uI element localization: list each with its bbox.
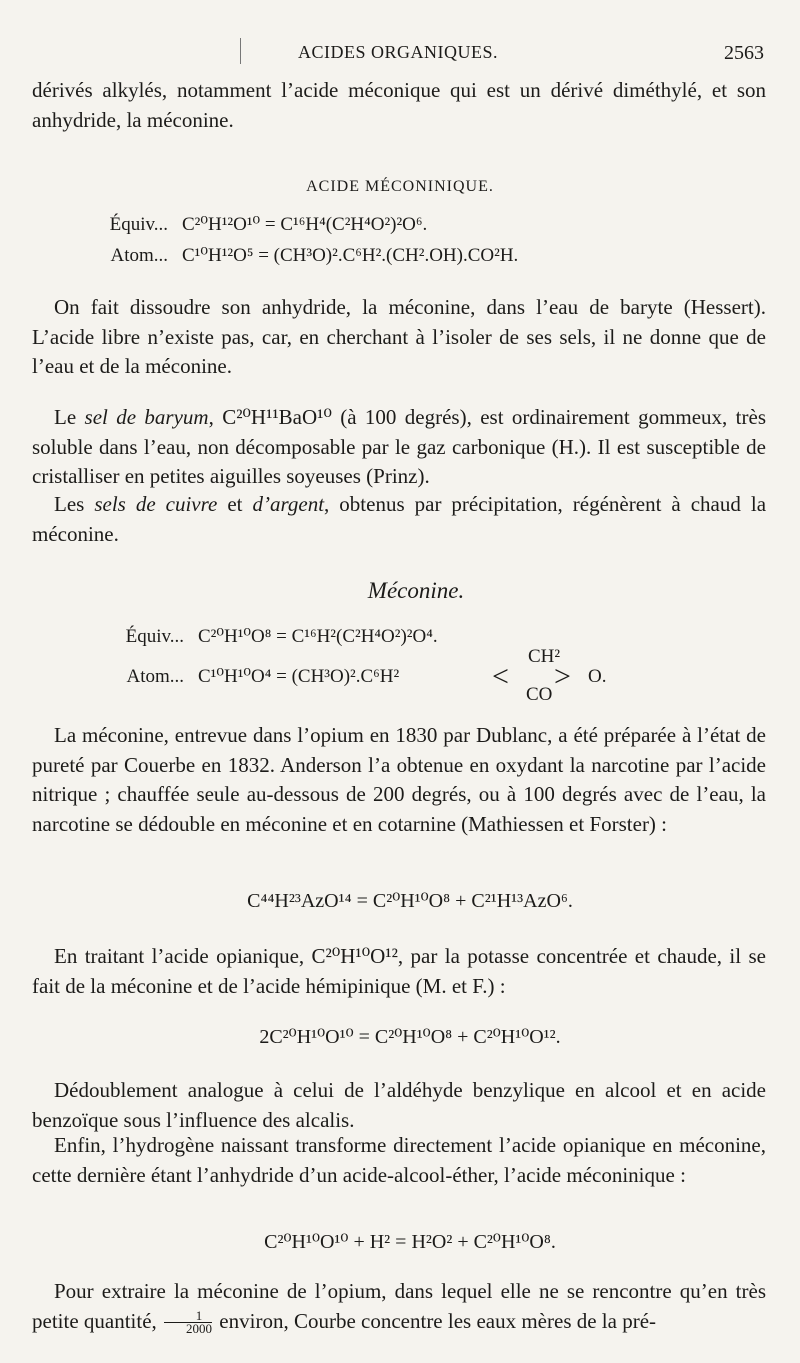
section-title-acide-meconinique: ACIDE MÉCONINIQUE. (306, 178, 494, 195)
formula-atom-acide (76, 244, 518, 267)
text-fragment: , C²⁰H¹¹BaO¹⁰ (à 100 degrés), est ordinairement gommeux, très soluble dans l’eau, non décomposable par le gaz carbonique (H.). Il est susceptible de cristalliser en petites aiguilles soyeuses (Prinz). (32, 405, 766, 488)
formula-atom-meconine (92, 665, 399, 688)
paragraph-intro: dérivés alkylés, notamment l’acide méconique qui est un dérivé diméthylé, et son anhydride, la méconine. (32, 78, 766, 132)
section-title-meconine: Méconine. (367, 578, 465, 603)
paragraph-preparation: On fait dissoudre son anhydride, la méconine, dans l’eau de baryte (Hessert). L’acide libre n’existe pas, car, en cherchant à l’isoler de ses sels, il ne donne que de l’eau et de la méconine. (32, 295, 766, 378)
paragraph-acide-opianique: En traitant l’acide opianique, C²⁰H¹⁰O¹², par la potasse concentrée et chaude, il se fait de la méconine et de l’acide hémipinique (M. et F.) : (32, 944, 766, 998)
formula-equiv-text: C²⁰H¹⁰O⁸ = C¹⁶H²(C²H⁴O²)²O⁴. (198, 626, 438, 647)
fraction (164, 1310, 212, 1335)
ring-bottom-group: CO (526, 684, 553, 705)
italic-term-sels-cuivre: sels de cuivre (94, 492, 218, 516)
equation-opianique: 2C²⁰H¹⁰O¹⁰ = C²⁰H¹⁰O⁸ + C²⁰H¹⁰O¹². (259, 1026, 561, 1048)
text-fragment: Les (54, 492, 95, 516)
paragraph-dedoublement: Dédoublement analogue à celui de l’aldéhyde benzylique en alcool et en acide benzoïque sous l’influence des alcalis. (32, 1078, 766, 1132)
ring-top-group: CH² (528, 646, 561, 667)
formula-equiv-acide (76, 213, 427, 236)
running-title: ACIDES ORGANIQUES. (298, 42, 499, 62)
paragraph-hydrogene: Enfin, l’hydrogène naissant transforme directement l’acide opianique en méconine, cette dernière étant l’anhydride d’un acide-alcool-éther, l’acide méconinique : (32, 1133, 766, 1187)
italic-term-sel-baryum: sel de baryum (84, 405, 209, 429)
formula-label-equiv: Équiv... (109, 214, 168, 235)
formula-label-atom: Atom... (110, 245, 168, 266)
formula-atom-text: C¹⁰H¹⁰O⁴ = (CH³O)².C⁶H² (198, 666, 400, 687)
ring-end: O. (588, 666, 607, 687)
fraction-numerator: 1 (164, 1310, 212, 1323)
header-rule (240, 38, 241, 64)
equation-narcotine: C⁴⁴H²³AzO¹⁴ = C²⁰H¹⁰O⁸ + C²¹H¹³AzO⁶. (247, 890, 573, 912)
ring-open-bracket: < (492, 660, 509, 693)
equation-hydrogene: C²⁰H¹⁰O¹⁰ + H² = H²O² + C²⁰H¹⁰O⁸. (264, 1231, 556, 1253)
text-fragment: Le (54, 405, 85, 429)
text-fragment: et (217, 492, 253, 516)
text-fragment: Pour extraire la méconine de l’opium, dans lequel elle ne se rencontre qu’en très petite quantité, (32, 1279, 766, 1333)
text-fragment: , obtenus par précipitation, régénèrent à chaud la méconine. (32, 492, 767, 546)
page-number: 2563 (724, 42, 764, 64)
formula-atom-text: C¹⁰H¹²O⁵ = (CH³O)².C⁶H².(CH².OH).CO²H. (182, 245, 519, 266)
formula-label-equiv: Équiv... (125, 626, 184, 647)
paragraph-sels-cuivre (32, 490, 766, 549)
page-header (0, 38, 800, 70)
formula-equiv-meconine (92, 625, 438, 648)
italic-term-argent: d’argent (252, 492, 325, 516)
formula-label-atom: Atom... (126, 666, 184, 687)
formula-equiv-text: C²⁰H¹²O¹⁰ = C¹⁶H⁴(C²H⁴O²)²O⁶. (182, 214, 428, 235)
paragraph-history: La méconine, entrevue dans l’opium en 1830 par Dublanc, a été préparée à l’état de pureté par Couerbe en 1832. Anderson l’a obtenue en oxydant la narcotine par l’acide nitrique ; chauffée seule au-dessous de 200 degrés, ou à 100 degrés avec de l’eau, la narcotine se dédouble en méconine et en cotarnine (Mathiessen et Forster) : (32, 723, 766, 836)
paragraph-extraction (32, 1277, 766, 1336)
fraction-denominator: 2000 (186, 1321, 213, 1337)
text-fragment: environ, Courbe concentre les eaux mères de la pré- (219, 1308, 657, 1333)
ring-close-bracket: > (554, 660, 571, 693)
paragraph-sel-baryum (32, 403, 766, 492)
